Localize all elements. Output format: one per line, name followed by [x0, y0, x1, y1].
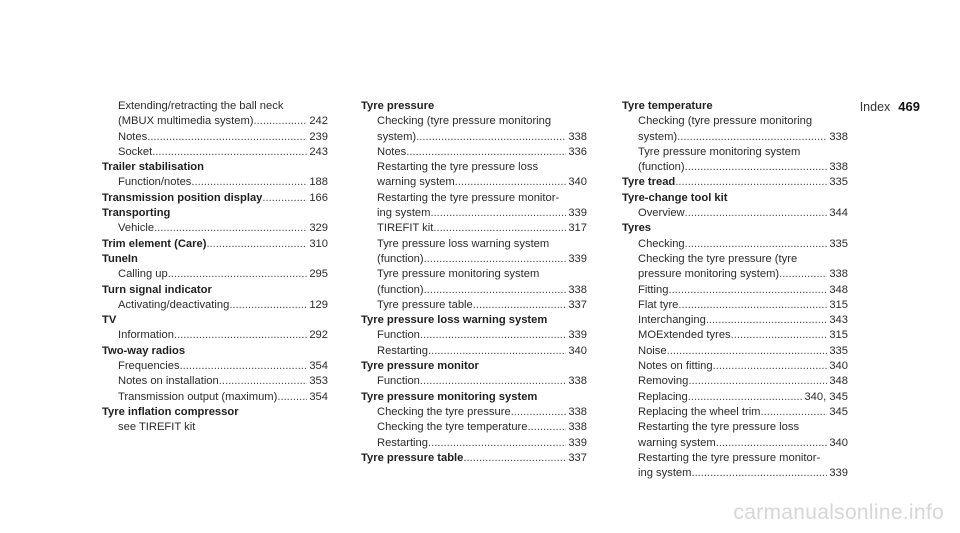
leader-dots	[528, 420, 567, 435]
index-term-line	[102, 405, 328, 420]
page-ref: 295	[309, 268, 328, 281]
index-entry	[102, 313, 328, 344]
leader-dots	[675, 175, 827, 190]
index-subentry	[622, 267, 848, 282]
index-term-line	[102, 191, 328, 206]
page-ref: 338	[829, 268, 848, 281]
page-ref: 340	[829, 436, 848, 449]
subentry-text: Checking the tyre pressure (tyre	[638, 252, 798, 265]
subentry-text: Notes	[377, 145, 407, 158]
page-ref: 166	[309, 191, 328, 204]
page-ref: 335	[829, 176, 848, 189]
index-term: TV	[102, 314, 117, 327]
page-ref: 340	[829, 360, 848, 373]
watermark: carmanualsonline.info	[733, 501, 944, 524]
page-ref: 329	[309, 222, 328, 235]
index-subentry	[361, 374, 587, 389]
index-subentry	[622, 130, 848, 145]
subentry-text: Notes on installation	[118, 375, 219, 388]
index-term: Trailer stabilisation	[102, 161, 204, 174]
subentry-text: Restarting the tyre pressure monitor-	[638, 451, 821, 464]
index-subentry	[102, 359, 328, 374]
index-column-2	[361, 99, 587, 466]
index-subentry	[622, 436, 848, 451]
leader-dots	[667, 344, 828, 359]
header-label: Index	[859, 100, 891, 114]
index-subentry	[102, 298, 328, 313]
leader-dots	[677, 130, 827, 145]
subentry-text: Checking (tyre pressure monitoring	[377, 115, 552, 128]
index-subentry	[361, 252, 587, 267]
subentry-text: pressure monitoring system)	[638, 268, 780, 281]
subentry-text: Calling up	[118, 268, 168, 281]
page-ref: 317	[568, 222, 587, 235]
index-subentry	[361, 221, 587, 236]
page-ref: 339	[829, 467, 848, 480]
page-ref: 344	[829, 207, 848, 220]
index-term-line	[102, 160, 328, 175]
subentry-text: Restarting	[377, 344, 428, 357]
leader-dots	[713, 359, 828, 374]
page-ref: 354	[309, 390, 328, 403]
leader-dots	[779, 267, 827, 282]
subentry-text: Restarting the tyre pressure monitor-	[377, 191, 560, 204]
leader-dots	[416, 130, 566, 145]
subentry-text: Restarting	[377, 436, 428, 449]
page-ref: 353	[309, 375, 328, 388]
index-term-line	[102, 313, 328, 328]
index-term: Tyre temperature	[622, 100, 713, 112]
leader-dots	[706, 313, 828, 328]
page-ref: 336	[568, 145, 587, 158]
index-subentry	[361, 114, 587, 129]
index-subentry	[361, 344, 587, 359]
leader-dots	[688, 374, 827, 389]
index-subentry	[622, 237, 848, 252]
subentry-text: Interchanging	[638, 314, 706, 327]
subentry-text: ing system	[638, 467, 692, 480]
subentry-text: Function	[377, 329, 420, 342]
index-term-line	[361, 359, 587, 374]
subentry-text: Restarting the tyre pressure loss	[638, 421, 800, 434]
subentry-text: TIREFIT kit	[377, 222, 434, 235]
subentry-text: Fitting	[638, 283, 669, 296]
page-ref: 242	[309, 115, 328, 128]
index-entry	[102, 405, 328, 436]
page-ref: 337	[568, 451, 587, 464]
page-ref: 239	[309, 130, 328, 143]
leader-dots	[430, 206, 566, 221]
leader-dots	[180, 359, 308, 374]
subentry-text: Notes	[118, 130, 148, 143]
index-entry	[102, 344, 328, 405]
leader-dots	[428, 344, 566, 359]
index-term: Two-way radios	[102, 344, 186, 357]
subentry-text: (function)	[377, 283, 424, 296]
index-subentry	[622, 466, 848, 481]
subentry-text: see TIREFIT kit	[118, 421, 196, 434]
leader-dots	[424, 283, 567, 298]
index-entry	[361, 99, 587, 313]
index-entry	[622, 221, 848, 481]
subentry-text: warning system	[377, 176, 455, 189]
index-term: TuneIn	[102, 252, 138, 265]
leader-dots	[174, 328, 307, 343]
subentry-text: Replacing	[638, 390, 688, 403]
index-entry	[102, 252, 328, 283]
index-subentry	[622, 313, 848, 328]
index-subentry	[102, 114, 328, 129]
index-subentry	[622, 160, 848, 175]
leader-dots	[691, 466, 827, 481]
index-entry	[361, 451, 587, 466]
leader-dots	[154, 221, 307, 236]
index-subentry	[622, 359, 848, 374]
subentry-text: warning system	[638, 436, 716, 449]
leader-dots	[420, 374, 566, 389]
page-ref: 243	[309, 145, 328, 158]
index-subentry	[622, 451, 848, 466]
subentry-text: Checking (tyre pressure monitoring	[638, 115, 813, 128]
subentry-text: Tyre pressure table	[377, 298, 473, 311]
index-term-line	[622, 221, 848, 236]
page-ref: 338	[568, 283, 587, 296]
index-subentry	[361, 267, 587, 282]
page-ref: 354	[309, 360, 328, 373]
index-subentry	[622, 145, 848, 160]
leader-dots	[463, 451, 566, 466]
index-subentry	[361, 436, 587, 451]
page-ref: 339	[568, 252, 587, 265]
index-term: Tyre inflation compressor	[102, 405, 239, 418]
subentry-text: Frequencies	[118, 360, 180, 373]
subentry-text: Vehicle	[118, 222, 155, 235]
page-ref: 343	[829, 314, 848, 327]
page-ref: 338	[568, 421, 587, 434]
index-term-line	[622, 191, 848, 206]
index-subentry	[622, 283, 848, 298]
index-subentry	[102, 390, 328, 405]
index-subentry	[361, 130, 587, 145]
page-ref: 310	[309, 237, 328, 250]
index-entry	[361, 359, 587, 390]
index-subentry	[622, 252, 848, 267]
leader-dots	[433, 221, 566, 236]
subentry-text: Extending/retracting the ball neck	[118, 100, 284, 112]
index-term-line	[102, 206, 328, 221]
page-ref: 340	[568, 344, 587, 357]
index-term-line	[361, 99, 587, 114]
page-ref: 339	[568, 207, 587, 220]
subentry-text: Noise	[638, 344, 667, 357]
page-ref: 340	[568, 176, 587, 189]
index-subentry	[622, 114, 848, 129]
subentry-text: Function	[377, 375, 420, 388]
leader-dots	[168, 267, 308, 282]
index-term: Transporting	[102, 207, 171, 220]
index-term-line	[102, 344, 328, 359]
subentry-text: system)	[638, 130, 678, 143]
index-subentry	[622, 405, 848, 420]
subentry-text: Activating/deactivating	[118, 298, 230, 311]
leader-dots	[685, 206, 828, 221]
index-subentry	[361, 191, 587, 206]
page-ref: 335	[829, 237, 848, 250]
index-entry	[102, 237, 328, 252]
subentry-text: Information	[118, 329, 174, 342]
subentry-text: Checking	[638, 237, 685, 250]
index-entry	[622, 191, 848, 222]
subentry-text: Tyre pressure monitoring system	[377, 268, 540, 281]
leader-dots	[685, 160, 828, 175]
leader-dots	[473, 298, 567, 313]
subentry-text: system)	[377, 130, 417, 143]
index-entry	[622, 175, 848, 190]
page-ref: 337	[568, 298, 587, 311]
index-subentry	[102, 267, 328, 282]
subentry-text: Checking the tyre pressure	[377, 405, 511, 418]
index-entry	[102, 99, 328, 160]
leader-dots	[191, 175, 307, 190]
subentry-text: (function)	[638, 161, 685, 174]
index-term: Transmission position display	[102, 191, 263, 204]
leader-dots	[406, 145, 566, 160]
index-subentry	[361, 328, 587, 343]
subentry-text: ing system	[377, 207, 431, 220]
index-term-line	[102, 237, 328, 252]
index-subentry	[102, 99, 328, 114]
page-ref: 340, 345	[804, 390, 848, 403]
index-subentry	[361, 405, 587, 420]
index-entry	[102, 160, 328, 191]
subentry-text: Restarting the tyre pressure loss	[377, 161, 539, 174]
subentry-text: Tyre pressure loss warning system	[377, 237, 550, 250]
index-term: Tyres	[622, 222, 652, 235]
index-subentry	[622, 344, 848, 359]
index-subentry	[622, 328, 848, 343]
index-term-line	[361, 390, 587, 405]
subentry-text: Overview	[638, 207, 685, 220]
leader-dots	[254, 114, 308, 129]
index-subentry	[102, 420, 328, 435]
subentry-text: (function)	[377, 252, 424, 265]
page-ref: 315	[829, 298, 848, 311]
index-term: Tyre-change tool kit	[622, 191, 728, 204]
index-entry	[361, 390, 587, 451]
index-term: Turn signal indicator	[102, 283, 212, 296]
page-ref: 129	[309, 298, 328, 311]
page-ref: 335	[829, 344, 848, 357]
leader-dots	[716, 436, 828, 451]
index-subentry	[361, 283, 587, 298]
page-ref: 345	[829, 405, 848, 418]
leader-dots	[685, 237, 828, 252]
page-ref: 315	[829, 329, 848, 342]
leader-dots	[424, 252, 567, 267]
page-ref: 292	[309, 329, 328, 342]
index-subentry	[102, 175, 328, 190]
subentry-text: Socket	[118, 145, 153, 158]
page-ref: 348	[829, 283, 848, 296]
index-subentry	[361, 175, 587, 190]
page-ref: 338	[829, 161, 848, 174]
subentry-text: Checking the tyre temperature	[377, 421, 528, 434]
leader-dots	[277, 390, 307, 405]
index-subentry	[102, 374, 328, 389]
page-ref: 348	[829, 375, 848, 388]
leader-dots	[229, 298, 307, 313]
index-term: Trim element (Care)	[102, 237, 207, 250]
index-subentry	[102, 221, 328, 236]
index-term: Tyre pressure monitor	[361, 360, 479, 373]
page-ref: 339	[568, 329, 587, 342]
index-term-line	[622, 175, 848, 190]
subentry-text: MOExtended tyres	[638, 329, 731, 342]
index-term-line	[622, 99, 848, 114]
index-term: Tyre pressure table	[361, 451, 464, 464]
index-subentry	[361, 145, 587, 160]
index-column-3	[622, 99, 848, 481]
page-ref: 188	[309, 176, 328, 189]
index-subentry	[102, 145, 328, 160]
leader-dots	[206, 237, 307, 252]
index-subentry	[361, 206, 587, 221]
index-subentry	[622, 298, 848, 313]
index-subentry	[622, 206, 848, 221]
index-term-line	[361, 451, 587, 466]
index-column-1	[102, 99, 328, 436]
index-entry	[102, 206, 328, 237]
subentry-text: (MBUX multimedia system)	[118, 115, 254, 128]
leader-dots	[761, 405, 828, 420]
page-ref: 338	[568, 405, 587, 418]
index-term: Tyre pressure monitoring system	[361, 390, 538, 403]
subentry-text: Replacing the wheel trim	[638, 405, 761, 418]
leader-dots	[420, 328, 566, 343]
leader-dots	[219, 374, 308, 389]
subentry-text: Function/notes	[118, 176, 192, 189]
page-number: 469	[898, 99, 920, 114]
leader-dots	[147, 130, 307, 145]
page-header	[860, 99, 920, 114]
page-ref: 339	[568, 436, 587, 449]
subentry-text: Notes on fitting	[638, 360, 713, 373]
index-entry	[102, 191, 328, 206]
leader-dots	[688, 390, 803, 405]
leader-dots	[731, 328, 828, 343]
subentry-text: Removing	[638, 375, 689, 388]
index-term: Tyre tread	[622, 176, 676, 189]
index-subentry	[102, 130, 328, 145]
subentry-text: Tyre pressure monitoring system	[638, 145, 801, 158]
index-subentry	[361, 420, 587, 435]
index-subentry	[622, 420, 848, 435]
index-term-line	[361, 313, 587, 328]
page-ref: 338	[568, 375, 587, 388]
index-term-line	[102, 252, 328, 267]
index-subentry	[622, 390, 848, 405]
subentry-text: Flat tyre	[638, 298, 679, 311]
index-subentry	[361, 298, 587, 313]
leader-dots	[668, 283, 827, 298]
leader-dots	[678, 298, 827, 313]
page-ref: 338	[829, 130, 848, 143]
index-subentry	[622, 374, 848, 389]
leader-dots	[428, 436, 566, 451]
index-entry	[102, 283, 328, 314]
page-ref: 338	[568, 130, 587, 143]
index-entry	[361, 313, 587, 359]
leader-dots	[262, 191, 307, 206]
index-term: Tyre pressure	[361, 100, 435, 112]
leader-dots	[152, 145, 307, 160]
leader-dots	[511, 405, 567, 420]
subentry-text: Transmission output (maximum)	[118, 390, 278, 403]
index-subentry	[361, 160, 587, 175]
index-term: Tyre pressure loss warning system	[361, 314, 548, 327]
index-subentry	[102, 328, 328, 343]
index-term-line	[102, 283, 328, 298]
index-subentry	[361, 237, 587, 252]
index-entry	[622, 99, 848, 175]
leader-dots	[455, 175, 567, 190]
